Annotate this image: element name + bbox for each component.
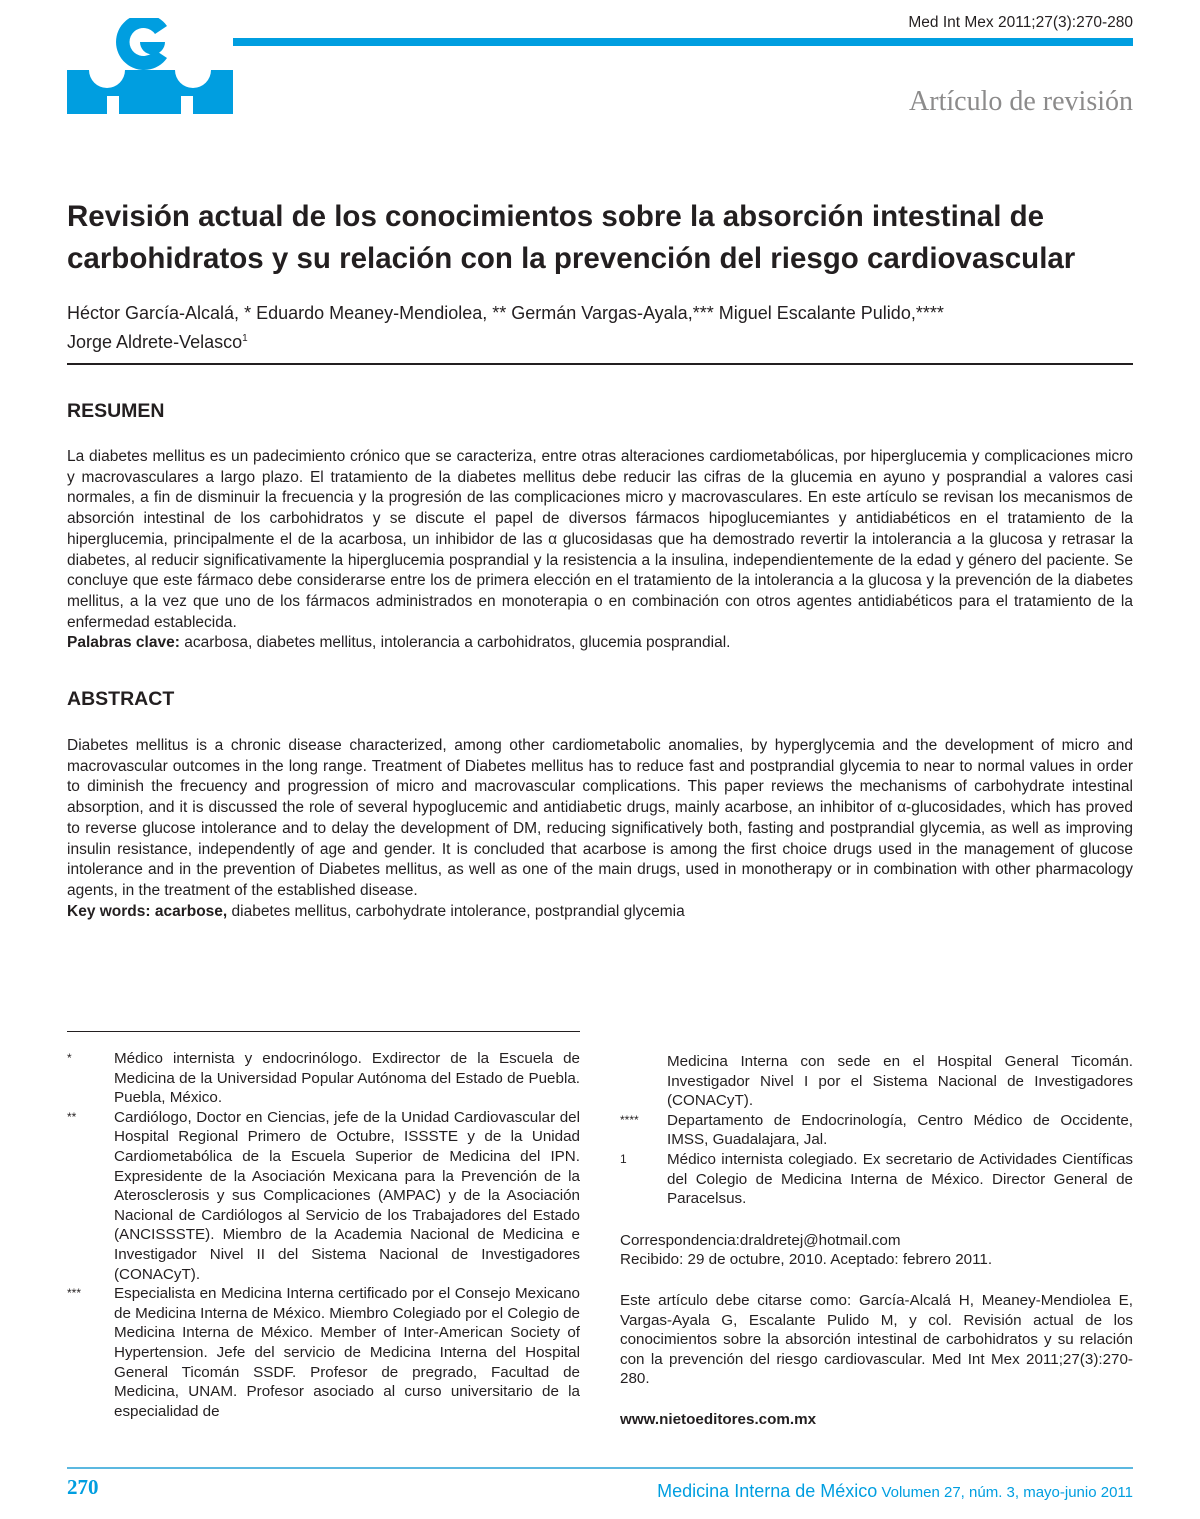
footnotes-right-column — [620, 1052, 1133, 1430]
footnote-text: Médico internista y endocrinólogo. Exdirector de la Escuela de Medicina de la Universidad Popular Autónoma del Estado de Puebla. Puebla, México. — [114, 1050, 580, 1107]
footnote-mark: * — [67, 1051, 72, 1065]
title-divider — [67, 363, 1133, 365]
footnote-mark: *** — [67, 1286, 82, 1301]
footnote-text: Medicina Interna con sede en el Hospital General Ticomán. Investigador Nivel I por el Sistema Nacional de Investigadores (CONACyT). — [667, 1053, 1133, 1110]
author-mark: *** — [692, 303, 714, 323]
author-mark: **** — [915, 303, 944, 323]
footnote-mark: ** — [67, 1109, 77, 1124]
footnote-text: Cardiólogo, Doctor en Ciencias, jefe de la Unidad Cardiovascular del Hospital Regional Primero de Octubre, ISSSTE y de la Unidad Cardiometabólica de la Escuela Superior de Medicina del IPN. Expresidente de la Asociación Mexicana para la Prevención de la Aterosclerosis y sus Complicaciones (AMPAC) y de la Asociación Nacional de Cardiólogos al Servicio de los Trabajadores del Estado (ANCISSSTE). Miembro de la Academia Nacional de Medicina e Investigador Nivel II del Sistema Nacional de Investigadores (CONACyT). — [114, 1108, 580, 1283]
footnote-item — [67, 1108, 580, 1284]
footnote-divider — [67, 1031, 580, 1032]
footnote-mark: 1 — [620, 1151, 627, 1166]
resumen-keywords-label: Palabras clave: — [67, 634, 180, 652]
resumen-keywords: acarbosa, diabetes mellitus, intolerancia a carbohidratos, glucemia posprandial. — [179, 634, 731, 652]
journal-citation: Med Int Mex 2011;27(3):270-280 — [908, 14, 1133, 31]
resumen-body — [67, 447, 1133, 654]
author-name: Miguel Escalante Pulido, — [713, 303, 916, 323]
abstract-body — [67, 736, 1133, 922]
abstract-keywords: diabetes mellitus, carbohydrate intolerance, postprandial glycemia — [227, 902, 685, 920]
author-name: Héctor García-Alcalá, — [67, 303, 240, 323]
author-mark: 1 — [242, 333, 248, 344]
journal-volume: Volumen 27, núm. 3, mayo-junio 2011 — [877, 1484, 1133, 1501]
footnote-continuation — [620, 1052, 1133, 1111]
author-list — [67, 300, 1147, 355]
footnote-item — [620, 1111, 1133, 1150]
footnote-item — [620, 1150, 1133, 1209]
resumen-text: La diabetes mellitus es un padecimiento crónico que se caracteriza, entre otras alteraciones cardiometabólicas, por hiperglucemia y complicaciones micro y macrovasculares a largo plazo. El tratamiento de la diabetes mellitus debe reducir las cifras de la glucemia en ayuno y posprandial a valores casi normales, a fin de disminuir la frecuencia y la progresión de las complicaciones micro y macrovasculares. En este artículo se revisan los mecanismos de absorción intestinal de los carbohidratos y se discute el papel de diversos fármacos hipoglucemiantes y antidiabéticos en el tratamiento de la hiperglucemia, principalmente el de la acarbosa, un inhibidor de las α glucosidasas que ha demostrado revertir la intolerancia a la glucosa y retrasar la diabetes, al reducir significativamente la hiperglucemia posprandial y la resistencia a la insulina, independientemente de la edad y género del paciente. Se concluye que este fármaco debe considerarse entre los de primera elección en el tratamiento de la intolerancia a la glucosa y la prevención de la diabetes mellitus, a la vez que uno de los fármacos administrados en monoterapia o en combinación con otros agentes antidiabéticos para el tratamiento de la enfermedad establecida. — [67, 448, 1133, 631]
footnote-item — [67, 1049, 580, 1108]
footnote-item — [67, 1284, 580, 1421]
publisher-website-link[interactable]: www.nietoeditores.com.mx — [620, 1410, 817, 1428]
footnote-text: Especialista en Medicina Interna certificado por el Consejo Mexicano de Medicina Interna de México. Miembro Colegiado por el Colegio de Medicina Interna de México. Member of Inter-American Society of Hypertension. Jefe del servicio de Medicina Interna del Hospital General Ticomán SSDF. Profesor de pregrado, Facultad de Medicina, UNAM. Profesor asociado al curso universitario de la especialidad de — [114, 1285, 581, 1420]
author-name: Germán Vargas-Ayala, — [506, 303, 693, 323]
page-number: 270 — [67, 1475, 99, 1499]
footnote-text: Departamento de Endocrinología, Centro Médico de Occidente, IMSS, Guadalajara, Jal. — [667, 1111, 1133, 1149]
author-mark: * — [244, 303, 252, 323]
abstract-heading: ABSTRACT — [67, 688, 175, 710]
article-type-label: Artículo de revisión — [909, 86, 1133, 117]
received-dates: Recibido: 29 de octubre, 2010. Aceptado: febrero 2011. — [620, 1251, 993, 1269]
correspondence-block — [620, 1231, 1133, 1270]
footnote-text: Médico internista colegiado. Ex secretario de Actividades Científicas del Colegio de Medicina Interna de México. Director General de Paracelsus. — [667, 1150, 1133, 1208]
resumen-heading: RESUMEN — [67, 400, 165, 422]
abstract-keywords-label: Key words: acarbose, — [67, 902, 228, 920]
article-title: Revisión actual de los conocimientos sobre la absorción intestinal de carbohidratos y su relación con la prevención del riesgo cardiovascular — [67, 200, 1076, 275]
correspondence-email: Correspondencia:draldretej@hotmail.com — [620, 1231, 901, 1249]
footnotes-left-column — [67, 1049, 580, 1421]
journal-logo-icon — [67, 18, 233, 114]
header-rule — [233, 38, 1133, 46]
cite-as: Este artículo debe citarse como: García-Alcalá H, Meaney-Mendiolea E, Vargas-Ayala G, Escalante Pulido M, y col. Revisión actual de los conocimientos sobre la absorción intestinal de carbohidratos y su relación con la prevención del riesgo cardiovascular. Med Int Mex 2011;27(3):270-280. — [620, 1291, 1133, 1388]
author-name: Eduardo Meaney-Mendiolea, — [251, 303, 488, 323]
footer-journal-info — [657, 1481, 1133, 1502]
abstract-text: Diabetes mellitus is a chronic disease characterized, among other cardiometabolic anomalies, by hyperglycemia and the development of micro and macrovascular outcomes in the long range. Treatment of Diabetes mellitus has to reduce fast and postprandial glycemia to near to normal values in order to diminish the frecuency and progression of micro and macrovascular complications. This paper reviews the mechanisms of carbohydrate intestinal absorption, and it is discussed the role of several hypoglucemic and antidiabetic drugs, mainly acarbose, an inhibitor of α-glucosidades, which has proved to reverse glucose intolerance and to delay the development of DM, reducing significatively both, fasting and postprandial glycemia, as well as improving insulin resistance, independently of age and gender. It is concluded that acarbose is among the first choice drugs used in the management of glucose intolerance and in the prevention of Diabetes mellitus, as well as one of the main drugs, used in monotherapy or in combination with other pharmacology agents, in the treatment of the established disease. — [67, 737, 1133, 899]
journal-name: Medicina Interna de México — [657, 1481, 878, 1501]
footer-rule — [67, 1467, 1133, 1469]
author-mark: ** — [492, 303, 507, 323]
footnote-mark: **** — [620, 1112, 639, 1127]
author-name: Jorge Aldrete-Velasco — [67, 332, 243, 352]
